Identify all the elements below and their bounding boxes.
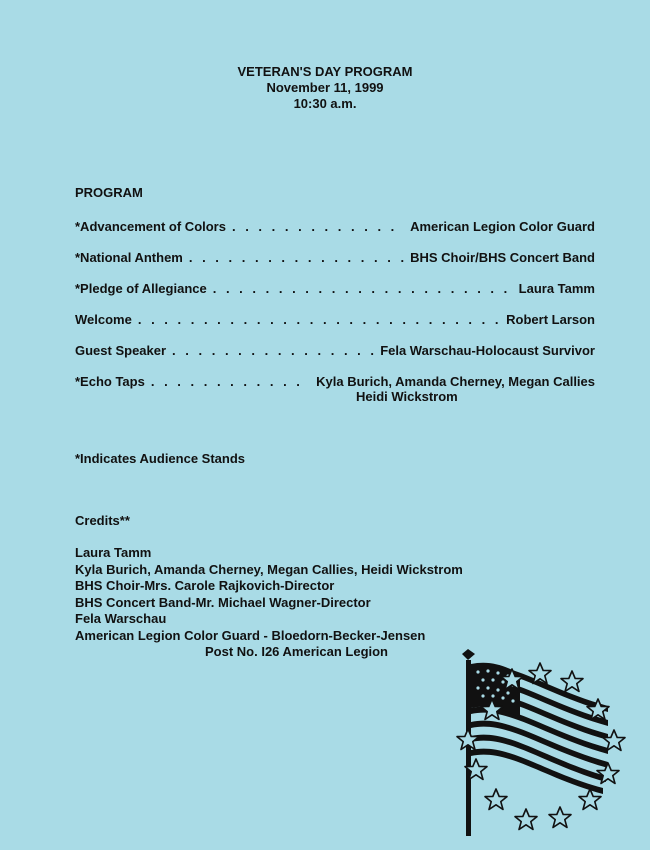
program-item: *Pledge of Allegiance	[75, 281, 207, 296]
program-performer: Laura Tamm	[518, 281, 595, 296]
program-date: November 11, 1999	[266, 80, 384, 95]
program-item: *Advancement of Colors	[75, 219, 226, 234]
program-performer: Kyla Burich, Amanda Cherney, Megan Callies	[316, 374, 595, 389]
program-performer: American Legion Color Guard	[410, 219, 595, 234]
program-row	[75, 343, 595, 358]
credit-line: Post No. I26 American Legion	[205, 644, 389, 659]
credits-list	[75, 545, 463, 661]
credit-line: BHS Concert Band-Mr. Michael Wagner-Director	[75, 594, 371, 610]
program-section-title: PROGRAM	[75, 185, 143, 200]
credit-line: Fela Warschau	[75, 611, 167, 626]
program-performer: Robert Larson	[506, 312, 595, 327]
program-title: VETERAN'S DAY PROGRAM	[237, 64, 413, 79]
program-row	[75, 250, 595, 265]
credit-line: Kyla Burich, Amanda Cherney, Megan Callies, Heidi Wickstrom	[75, 561, 463, 577]
dot-leader	[232, 219, 404, 234]
dot-leader	[151, 374, 310, 389]
dot-leader	[189, 250, 404, 265]
program-row	[75, 281, 595, 296]
dot-leader	[138, 312, 500, 327]
program-row	[75, 374, 595, 389]
program-row	[75, 312, 595, 327]
program-performer: BHS Choir/BHS Concert Band	[410, 250, 595, 265]
dot-leader	[213, 281, 513, 296]
program-header	[0, 64, 650, 112]
program-item: *National Anthem	[75, 250, 183, 265]
program-item: Guest Speaker	[75, 343, 167, 358]
program-item: Welcome	[75, 312, 132, 327]
credits-title: Credits**	[75, 513, 130, 528]
program-item: *Echo Taps	[75, 374, 145, 389]
credit-line: BHS Choir-Mrs. Carole Rajkovich-Director	[75, 578, 335, 593]
program-performer: Fela Warschau-Holocaust Survivor	[380, 343, 595, 358]
american-flag-with-stars-icon	[448, 648, 633, 838]
audience-note: *Indicates Audience Stands	[75, 451, 246, 466]
credit-line: American Legion Color Guard - Bloedorn-Becker-Jensen	[75, 627, 426, 643]
program-performer-continued: Heidi Wickstrom	[356, 389, 458, 404]
program-row	[75, 219, 595, 234]
program-time: 10:30 a.m.	[293, 96, 357, 111]
credit-line: Laura Tamm	[75, 545, 152, 560]
dot-leader	[172, 343, 374, 358]
